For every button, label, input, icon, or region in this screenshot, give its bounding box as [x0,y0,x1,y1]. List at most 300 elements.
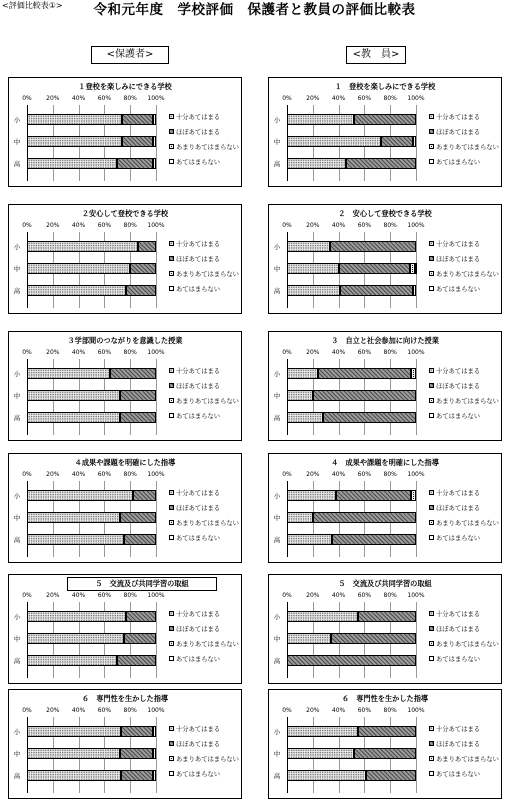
bar-segment [133,490,156,501]
legend-label: あまりあてはまらない [436,271,499,278]
legend-label: 十分あてはまる [176,114,221,121]
bar-segment [287,390,313,401]
legend-swatch [169,641,174,646]
x-tick-label: 60% [357,471,372,478]
legend-label: あてはまらない [436,656,481,663]
legend-label: あまりあてはまらない [176,520,239,527]
category-label: 高 [13,772,21,780]
bar-segment [287,285,340,296]
chart-panel [8,204,242,314]
category-label: 中 [13,392,21,400]
x-tick-label: 0% [282,707,292,714]
gridline [156,717,157,793]
legend-swatch [169,368,174,373]
legend-swatch [429,611,434,616]
legend-item [429,505,480,512]
category-label: 小 [273,613,281,621]
legend-item [169,726,220,733]
bar-segment [27,770,121,781]
legend-label: ほぼあてはまる [436,129,481,136]
bar-segment [27,263,130,274]
gridline [156,481,157,557]
legend-label: ほぼあてはまる [436,256,481,263]
bar-segment [120,748,154,759]
legend-label: あてはまらない [436,771,481,778]
bar-segment [27,390,120,401]
legend-swatch [169,383,174,388]
x-tick-label: 100% [407,592,425,599]
legend-item [169,129,220,136]
x-tick-label: 0% [282,349,292,356]
bar-segment [413,285,416,296]
bar-segment [130,263,156,274]
legend-label: あまりあてはまらない [176,398,239,405]
bar-segment [27,490,133,501]
category-label: 中 [13,265,21,273]
legend-item [169,756,239,763]
gridline [156,105,157,181]
x-tick-label: 20% [46,592,60,599]
legend-swatch [429,129,434,134]
legend-swatch [429,490,434,495]
bar-segment [287,490,336,501]
bar-segment [153,158,156,169]
gridline [156,602,157,678]
legend-item [169,271,239,278]
bar-segment [366,770,416,781]
bar-segment [153,770,156,781]
category-label: 中 [273,635,281,643]
bar-segment [153,114,156,125]
bar-segment [287,136,381,147]
legend-label: 十分あてはまる [176,726,221,733]
legend-swatch [429,626,434,631]
legend-item [429,129,480,136]
gridline [416,481,417,557]
legend-item [169,490,220,497]
legend-swatch [429,641,434,646]
category-label: 小 [273,492,281,500]
bar-segment [415,263,417,274]
legend-swatch [169,159,174,164]
legend-label: あまりあてはまらない [436,641,499,648]
legend-item [169,241,220,248]
legend-item [429,368,480,375]
legend-item [429,741,480,748]
chart-panel [268,453,502,563]
chart-title: ６ 専門性を生かした指導 [341,694,429,703]
bar-segment [287,263,339,274]
x-tick-label: 80% [123,95,137,102]
category-label: 中 [273,514,281,522]
chart-panel [268,331,502,441]
legend-swatch [429,256,434,261]
chart-title: ２ 安心して登校できる学校 [338,209,432,218]
x-tick-label: 80% [383,222,397,229]
legend-item [429,383,480,390]
category-label: 小 [273,370,281,378]
bar-segment [287,158,346,169]
x-tick-label: 20% [306,471,320,478]
legend-label: あてはまらない [176,535,221,542]
legend-label: 十分あてはまる [176,611,221,618]
chart-panel [8,331,242,441]
category-label: 小 [13,116,21,124]
x-tick-label: 40% [331,592,346,599]
legend-item [429,520,499,527]
legend-item [429,611,480,618]
legend-item [169,626,220,633]
bar-segment [27,611,126,622]
bar-segment [117,158,153,169]
legend-label: ほぼあてはまる [176,626,221,633]
legend-swatch [169,490,174,495]
bar-segment [354,114,416,125]
chart-panel [8,453,242,563]
legend-swatch [429,726,434,731]
legend-item [169,771,220,778]
legend-item [429,756,499,763]
legend-swatch [429,144,434,149]
x-tick-label: 60% [97,592,112,599]
category-label: 高 [273,772,281,780]
category-label: 小 [273,116,281,124]
chart-panel [8,689,242,799]
legend-swatch [169,611,174,616]
x-tick-label: 0% [22,95,32,102]
chart-panel [268,77,502,187]
legend-item [169,256,220,263]
bar-segment [313,390,416,401]
x-tick-label: 0% [282,592,292,599]
legend-label: 十分あてはまる [436,114,481,121]
x-tick-label: 60% [97,222,112,229]
bar-segment [318,368,411,379]
bar-segment [287,770,366,781]
legend-swatch [429,756,434,761]
legend-label: 十分あてはまる [436,611,481,618]
bar-segment [153,136,156,147]
bar-segment [413,136,416,147]
legend-item [429,256,480,263]
category-label: 中 [13,514,21,522]
category-label: 高 [13,287,21,295]
x-tick-label: 60% [357,349,372,356]
x-tick-label: 80% [123,349,137,356]
bar-segment [27,114,122,125]
bar-segment [411,368,416,379]
legend-label: あまりあてはまらない [436,520,499,527]
category-label: 中 [13,750,21,758]
legend-label: あまりあてはまらない [436,398,499,405]
legend-item [169,505,220,512]
legend-swatch [169,241,174,246]
category-label: 高 [13,160,21,168]
legend-swatch [169,256,174,261]
legend-swatch [169,398,174,403]
legend-swatch [429,505,434,510]
legend-item [429,626,480,633]
chart-panel [8,574,242,684]
category-label: 中 [273,750,281,758]
legend-swatch [429,159,434,164]
bar-segment [27,633,124,644]
legend-item [429,271,499,278]
sheet-label: <評価比較表①> [2,1,63,10]
legend-swatch [169,413,174,418]
gridline [416,105,417,181]
legend-label: あまりあてはまらない [436,144,499,151]
x-tick-label: 40% [71,707,86,714]
legend-swatch [169,114,174,119]
legend-swatch [169,771,174,776]
x-tick-label: 100% [147,592,165,599]
legend-swatch [169,520,174,525]
legend-label: ほぼあてはまる [176,129,221,136]
legend-label: 十分あてはまる [176,490,221,497]
x-tick-label: 100% [407,222,425,229]
bar-segment [153,748,156,759]
x-tick-label: 20% [306,707,320,714]
category-label: 高 [273,287,281,295]
bar-segment [287,633,331,644]
x-tick-label: 60% [357,222,372,229]
x-tick-label: 80% [383,95,397,102]
chart-title: １ 登校を楽しみにできる学校 [334,82,436,91]
x-tick-label: 40% [331,471,346,478]
x-tick-label: 80% [383,349,397,356]
legend-item [429,535,480,542]
category-label: 高 [273,414,281,422]
category-label: 小 [13,728,21,736]
legend-label: ほぼあてはまる [436,505,481,512]
legend-item [429,490,480,497]
x-tick-label: 60% [97,707,112,714]
bar-segment [27,412,120,423]
bar-segment [27,748,120,759]
bar-segment [287,611,358,622]
x-tick-label: 0% [22,471,32,478]
x-tick-label: 20% [306,349,320,356]
teachers-column-heading: <教 員> [346,46,406,64]
x-tick-label: 60% [357,707,372,714]
x-tick-label: 60% [97,471,112,478]
bar-segment [117,655,156,666]
legend-label: あまりあてはまらない [176,756,239,763]
legend-label: あてはまらない [176,413,221,420]
legend-swatch [429,656,434,661]
bar-segment [124,633,156,644]
x-tick-label: 0% [22,592,32,599]
x-tick-label: 60% [97,349,112,356]
chart-title: ５ 交流及び共同学習の取組 [67,577,217,591]
category-label: 小 [273,728,281,736]
x-tick-label: 0% [282,95,292,102]
chart-panel [8,77,242,187]
legend-item [429,726,480,733]
category-label: 高 [273,657,281,665]
legend-label: あまりあてはまらない [176,271,239,278]
legend-label: あまりあてはまらない [176,641,239,648]
bar-segment [27,534,124,545]
chart-title: ４成果や課題を明確にした指導 [74,458,176,467]
legend-item [169,535,220,542]
chart-title: ６ 専門性を生かした指導 [81,694,169,703]
legend-item [169,114,220,121]
legend-item [429,413,480,420]
legend-swatch [169,286,174,291]
legend-label: ほぼあてはまる [176,505,221,512]
legend-item [429,144,499,151]
gridline [156,232,157,308]
x-tick-label: 40% [71,95,86,102]
bar-segment [120,390,156,401]
bar-segment [336,490,411,501]
legend-label: 十分あてはまる [436,726,481,733]
x-tick-label: 20% [306,592,320,599]
legend-swatch [429,241,434,246]
category-label: 中 [13,635,21,643]
bar-segment [346,158,416,169]
legend-swatch [429,286,434,291]
bar-segment [120,412,156,423]
legend-item [169,159,220,166]
legend-swatch [429,271,434,276]
legend-label: 十分あてはまる [436,368,481,375]
bar-segment [122,114,153,125]
legend-item [429,771,480,778]
legend-item [169,641,239,648]
legend-label: ほぼあてはまる [176,256,221,263]
legend-swatch [169,144,174,149]
legend-swatch [429,520,434,525]
x-tick-label: 80% [123,222,137,229]
legend-item [429,398,499,405]
x-tick-label: 80% [123,592,137,599]
x-tick-label: 40% [331,707,346,714]
legend-label: 十分あてはまる [436,490,481,497]
x-tick-label: 100% [147,349,165,356]
bar-segment [381,136,413,147]
bar-segment [340,285,414,296]
x-tick-label: 100% [147,471,165,478]
x-tick-label: 40% [331,95,346,102]
bar-segment [287,368,318,379]
page-title: 令和元年度 学校評価 保護者と教員の評価比較表 [93,2,416,18]
x-tick-label: 40% [331,349,346,356]
chart-panel [268,689,502,799]
legend-label: あてはまらない [436,535,481,542]
legend-item [169,398,239,405]
legend-label: あてはまらない [436,413,481,420]
category-label: 高 [13,657,21,665]
chart-title: ３ 自立と社会参加に向けた授業 [331,336,439,345]
bar-segment [287,512,313,523]
legend-swatch [429,368,434,373]
x-tick-label: 20% [46,707,60,714]
bar-segment [287,726,358,737]
bar-segment [121,726,153,737]
x-tick-label: 0% [282,471,292,478]
legend-item [169,656,220,663]
legend-item [429,114,480,121]
legend-item [429,159,480,166]
x-tick-label: 0% [22,349,32,356]
category-label: 小 [13,370,21,378]
legend-swatch [169,129,174,134]
bar-segment [323,412,416,423]
chart-title: ２安心して登校できる学校 [81,209,169,218]
gridline [156,359,157,435]
bar-segment [332,534,416,545]
chart-title: １登校を楽しみにできる学校 [78,82,172,91]
x-tick-label: 0% [282,222,292,229]
category-label: 小 [13,492,21,500]
category-label: 高 [273,160,281,168]
legend-swatch [169,756,174,761]
x-tick-label: 100% [407,349,425,356]
gridline [416,717,417,793]
bar-segment [153,726,156,737]
legend-swatch [169,626,174,631]
bar-segment [27,512,120,523]
bar-segment [358,611,416,622]
legend-label: あてはまらない [176,771,221,778]
x-tick-label: 40% [331,222,346,229]
legend-label: 十分あてはまる [176,241,221,248]
bar-segment [287,241,330,252]
category-label: 中 [273,392,281,400]
bar-segment [339,263,410,274]
legend-swatch [429,535,434,540]
bar-segment [313,512,416,523]
category-label: 中 [273,138,281,146]
x-tick-label: 80% [383,707,397,714]
x-tick-label: 20% [46,222,60,229]
category-label: 小 [273,243,281,251]
legend-label: ほぼあてはまる [436,383,481,390]
legend-label: あてはまらない [436,159,481,166]
legend-label: ほぼあてはまる [436,626,481,633]
bar-segment [287,114,354,125]
x-tick-label: 100% [147,222,165,229]
category-label: 小 [13,613,21,621]
legend-swatch [169,271,174,276]
legend-label: あてはまらない [176,159,221,166]
x-tick-label: 40% [71,592,86,599]
legend-swatch [429,114,434,119]
category-label: 小 [13,243,21,251]
x-tick-label: 60% [97,95,112,102]
bar-segment [27,285,126,296]
gridline [416,359,417,435]
x-tick-label: 20% [306,95,320,102]
category-label: 高 [273,536,281,544]
legend-swatch [169,505,174,510]
chart-panel [268,204,502,314]
x-tick-label: 20% [46,95,60,102]
legend-label: あてはまらない [176,656,221,663]
bar-segment [287,534,332,545]
legend-item [429,656,480,663]
legend-label: あまりあてはまらない [436,756,499,763]
legend-item [169,741,220,748]
x-tick-label: 60% [357,95,372,102]
legend-item [169,144,239,151]
legend-label: あてはまらない [436,286,481,293]
legend-label: 十分あてはまる [436,241,481,248]
bar-segment [122,136,153,147]
